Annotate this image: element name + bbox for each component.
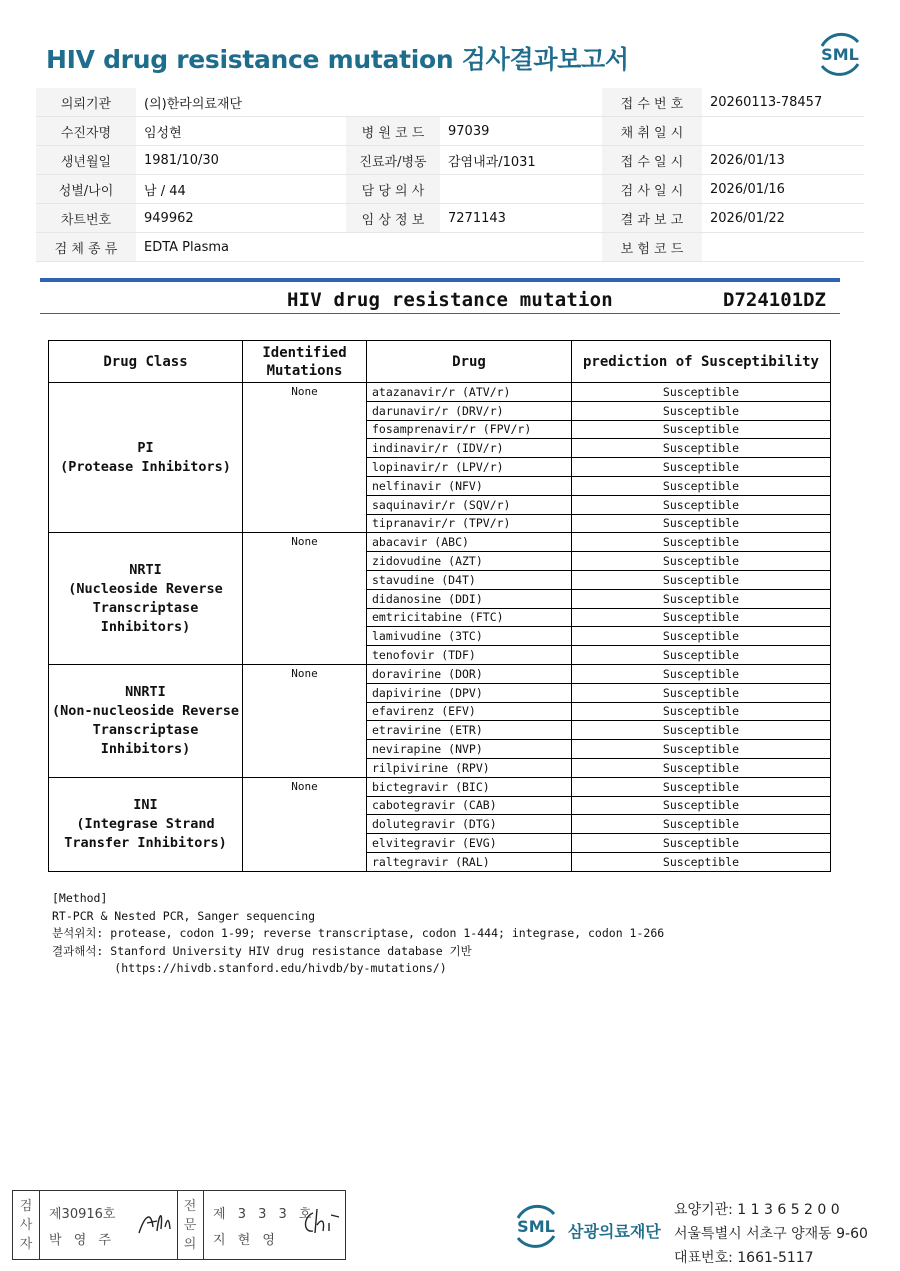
drug-name: nelfinavir (NFV) <box>367 476 572 495</box>
susceptibility-value: Susceptible <box>572 495 831 514</box>
drug-resistance-table <box>48 340 831 872</box>
org-info-line: 대표번호: 1661-5117 <box>674 1250 814 1266</box>
info-value: 임성현 <box>136 117 346 146</box>
drug-name: emtricitabine (FTC) <box>367 608 572 627</box>
info-value <box>702 233 864 262</box>
method-line: 결과해석: Stanford University HIV drug resistance database 기반 <box>52 943 472 958</box>
drug-class-cell: INI (Integrase Strand Transfer Inhibitors) <box>49 777 243 871</box>
info-value: 97039 <box>440 117 602 146</box>
info-label: 병 원 코 드 <box>346 117 440 146</box>
susceptibility-value: Susceptible <box>572 834 831 853</box>
info-label: 채 취 일 시 <box>602 117 702 146</box>
method-line: [Method] <box>52 891 108 905</box>
info-label: 접 수 일 시 <box>602 146 702 175</box>
method-line: 분석위치: protease, codon 1-99; reverse transcriptase, codon 1-444; integrase, codon 1-266 <box>52 926 665 940</box>
column-header: Identified Mutations <box>243 341 367 383</box>
drug-name: zidovudine (AZT) <box>367 552 572 571</box>
susceptibility-value: Susceptible <box>572 646 831 665</box>
susceptibility-value: Susceptible <box>572 383 831 402</box>
info-value: 1981/10/30 <box>136 146 346 175</box>
drug-name: lopinavir/r (LPV/r) <box>367 458 572 477</box>
info-label: 차트번호 <box>36 204 136 233</box>
susceptibility-value: Susceptible <box>572 815 831 834</box>
mutations-cell: None <box>243 777 367 871</box>
info-label: 임 상 정 보 <box>346 204 440 233</box>
drug-row <box>49 533 831 552</box>
drug-name: nevirapine (NVP) <box>367 740 572 759</box>
drug-row <box>49 777 831 796</box>
info-label: 검 사 일 시 <box>602 175 702 204</box>
column-header: Drug <box>367 341 572 383</box>
susceptibility-value: Susceptible <box>572 608 831 627</box>
info-row <box>36 175 864 204</box>
drug-name: abacavir (ABC) <box>367 533 572 552</box>
susceptibility-value: Susceptible <box>572 777 831 796</box>
specialist-label-cell <box>177 1191 204 1259</box>
susceptibility-value: Susceptible <box>572 702 831 721</box>
mutations-cell: None <box>243 383 367 533</box>
info-label: 진료과/병동 <box>346 146 440 175</box>
info-label: 성별/나이 <box>36 175 136 204</box>
info-value: 2026/01/16 <box>702 175 864 204</box>
info-label <box>346 88 440 117</box>
susceptibility-value: Susceptible <box>572 721 831 740</box>
info-label: 의뢰기관 <box>36 88 136 117</box>
specialist-signature <box>299 1203 341 1239</box>
examiner-name: 박 영 주 <box>49 1233 115 1248</box>
sml-logo-footer <box>510 1200 562 1252</box>
drug-name: cabotegravir (CAB) <box>367 796 572 815</box>
info-value: EDTA Plasma <box>136 233 346 262</box>
susceptibility-value: Susceptible <box>572 683 831 702</box>
drug-row <box>49 664 831 683</box>
specialist-name: 지 현 영 <box>213 1233 279 1248</box>
org-info-line: 요양기관: 1 1 3 6 5 2 0 0 <box>674 1202 840 1218</box>
drug-name: elvitegravir (EVG) <box>367 834 572 853</box>
susceptibility-value: Susceptible <box>572 458 831 477</box>
info-label: 검 체 종 류 <box>36 233 136 262</box>
susceptibility-value: Susceptible <box>572 514 831 533</box>
drug-name: lamivudine (3TC) <box>367 627 572 646</box>
drug-name: stavudine (D4T) <box>367 570 572 589</box>
organization-name: 삼광의료재단 <box>568 1222 661 1241</box>
examiner-number: 제30916호 <box>49 1207 116 1222</box>
drug-name: atazanavir/r (ATV/r) <box>367 383 572 402</box>
susceptibility-value: Susceptible <box>572 570 831 589</box>
org-info-line: 서울특별시 서초구 양재동 9-60 <box>674 1226 868 1242</box>
susceptibility-value: Susceptible <box>572 401 831 420</box>
drug-name: bictegravir (BIC) <box>367 777 572 796</box>
method-section <box>52 890 664 978</box>
signature-box <box>12 1190 346 1260</box>
drug-name: saquinavir/r (SQV/r) <box>367 495 572 514</box>
specialist-number: 제 3 3 3 호 <box>213 1207 316 1222</box>
info-label: 수진자명 <box>36 117 136 146</box>
mutations-cell: None <box>243 664 367 777</box>
patient-info-table <box>36 88 864 262</box>
column-header: prediction of Susceptibility <box>572 341 831 383</box>
susceptibility-value: Susceptible <box>572 476 831 495</box>
info-value <box>702 117 864 146</box>
info-value: 2026/01/13 <box>702 146 864 175</box>
info-row <box>36 204 864 233</box>
method-line: (https://hivdb.stanford.edu/hivdb/by-mutations/) <box>52 961 447 975</box>
susceptibility-value: Susceptible <box>572 420 831 439</box>
susceptibility-value: Susceptible <box>572 758 831 777</box>
info-label: 보 험 코 드 <box>602 233 702 262</box>
drug-name: etravirine (ETR) <box>367 721 572 740</box>
section-title: HIV drug resistance mutation <box>287 289 613 311</box>
drug-name: efavirenz (EFV) <box>367 702 572 721</box>
info-value <box>440 175 602 204</box>
drug-class-cell: PI (Protease Inhibitors) <box>49 383 243 533</box>
examiner-label: 검 사 자 <box>19 1199 33 1252</box>
info-label <box>346 233 440 262</box>
info-label: 생년월일 <box>36 146 136 175</box>
info-value: 949962 <box>136 204 346 233</box>
info-value: 2026/01/22 <box>702 204 864 233</box>
susceptibility-value: Susceptible <box>572 852 831 871</box>
logo-text-footer: SML <box>517 1217 555 1236</box>
info-value <box>440 88 602 117</box>
info-label: 결 과 보 고 <box>602 204 702 233</box>
info-row <box>36 233 864 262</box>
info-value: 20260113-78457 <box>702 88 864 117</box>
info-label: 접 수 번 호 <box>602 88 702 117</box>
info-value: 7271143 <box>440 204 602 233</box>
sml-logo <box>814 28 866 80</box>
drug-name: rilpivirine (RPV) <box>367 758 572 777</box>
drug-name: raltegravir (RAL) <box>367 852 572 871</box>
drug-row <box>49 383 831 402</box>
drug-class-cell: NRTI (Nucleoside Reverse Transcriptase Inhibitors) <box>49 533 243 665</box>
drug-name: darunavir/r (DRV/r) <box>367 401 572 420</box>
specialist-cell <box>203 1191 345 1259</box>
drug-name: dapivirine (DPV) <box>367 683 572 702</box>
susceptibility-value: Susceptible <box>572 796 831 815</box>
examiner-cell <box>39 1191 178 1259</box>
info-value: 감염내과/1031 <box>440 146 602 175</box>
info-value: (의)한라의료재단 <box>136 88 346 117</box>
drug-name: tenofovir (TDF) <box>367 646 572 665</box>
column-header: Drug Class <box>49 341 243 383</box>
susceptibility-value: Susceptible <box>572 589 831 608</box>
susceptibility-value: Susceptible <box>572 740 831 759</box>
specialist-label: 전 문 의 <box>183 1199 197 1252</box>
examiner-signature <box>135 1205 173 1239</box>
divider-thick <box>40 278 840 282</box>
info-value: 남 / 44 <box>136 175 346 204</box>
report-title: HIV drug resistance mutation 검사결과보고서 <box>46 45 629 74</box>
organization-info <box>674 1198 868 1270</box>
info-row <box>36 88 864 117</box>
drug-name: dolutegravir (DTG) <box>367 815 572 834</box>
drug-name: indinavir/r (IDV/r) <box>367 439 572 458</box>
susceptibility-value: Susceptible <box>572 627 831 646</box>
info-row <box>36 146 864 175</box>
drug-name: fosamprenavir/r (FPV/r) <box>367 420 572 439</box>
info-row <box>36 117 864 146</box>
mutations-cell: None <box>243 533 367 665</box>
examiner-label-cell <box>13 1191 40 1259</box>
drug-name: doravirine (DOR) <box>367 664 572 683</box>
susceptibility-value: Susceptible <box>572 439 831 458</box>
drug-name: tipranavir/r (TPV/r) <box>367 514 572 533</box>
susceptibility-value: Susceptible <box>572 664 831 683</box>
info-value <box>440 233 602 262</box>
drug-class-cell: NNRTI (Non-nucleoside Reverse Transcriptase Inhibitors) <box>49 664 243 777</box>
drug-name: didanosine (DDI) <box>367 589 572 608</box>
divider-thin <box>40 313 840 314</box>
method-line: RT-PCR & Nested PCR, Sanger sequencing <box>52 908 316 923</box>
susceptibility-value: Susceptible <box>572 533 831 552</box>
susceptibility-value: Susceptible <box>572 552 831 571</box>
test-code: D724101DZ <box>723 289 826 311</box>
logo-text: SML <box>821 45 859 64</box>
info-label: 담 당 의 사 <box>346 175 440 204</box>
